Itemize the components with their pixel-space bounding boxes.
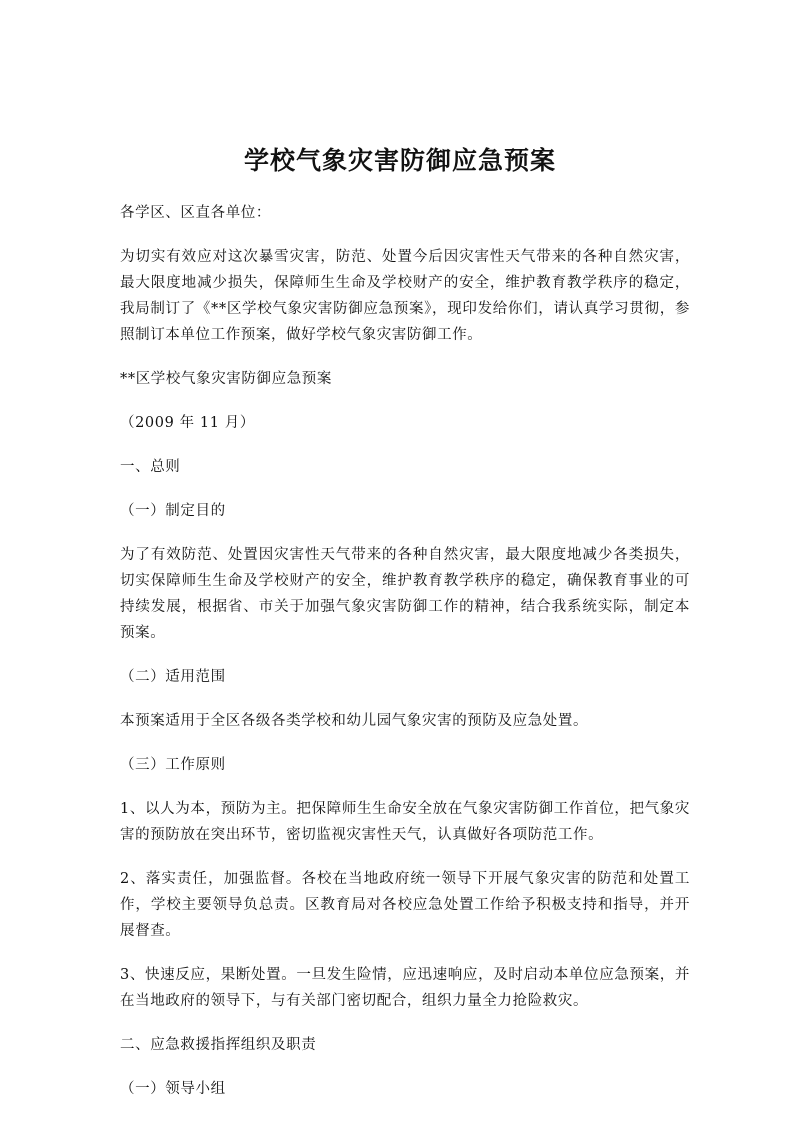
scope-paragraph: 本预案适用于全区各级各类学校和幼儿园气象灾害的预防及应急处置。 xyxy=(120,713,589,729)
principle-item-1: 1、以人为本，预防为主。把保障师生生命安全放在气象灾害防御工作首位，把气象灾害的预防放在突出环节，密切监视灾害性天气，认真做好各项防范工作。 xyxy=(120,801,690,843)
document-title: 学校气象灾害防御应急预案 xyxy=(243,146,556,175)
principle-item-2: 2、落实责任，加强监督。各校在当地政府统一领导下开展气象灾害的防范和处置工作，学校主要领导负总责。区教育局对各校应急处置工作给予积极支持和指导，并开展督查。 xyxy=(120,871,690,939)
salutation: 各学区、区直各单位： xyxy=(120,205,271,221)
notice-paragraph: 为切实有效应对这次暴雪灾害，防范、处置今后因灾害性天气带来的各种自然灾害，最大限度地减少损失，保障师生生命及学校财产的安全，维护教育教学秩序的稳定，我局制订了《**区学校气象灾害防御应急预案》，现印发给你们，请认真学习贯彻，参照制订本单位工作预案，做好学校气象灾害防御工作。 xyxy=(120,249,690,343)
subsection-heading-purpose: （一）制定目的 xyxy=(120,503,226,519)
subsection-heading-principles: （三）工作原则 xyxy=(120,757,226,773)
document-body xyxy=(120,200,690,1120)
subsection-heading-leadership: （一）领导小组 xyxy=(120,1081,226,1097)
principle-item-3: 3、快速反应，果断处置。一旦发生险情，应迅速响应，及时启动本单位应急预案，并在当地政府的领导下，与有关部门密切配合，组织力量全力抢险救灾。 xyxy=(120,967,690,1009)
section-heading-general: 一、总则 xyxy=(120,459,181,475)
plan-date: （2009 年 11 月） xyxy=(120,415,255,431)
subsection-heading-scope: （二）适用范围 xyxy=(120,669,226,685)
plan-heading: **区学校气象灾害防御应急预案 xyxy=(120,371,332,387)
purpose-paragraph: 为了有效防范、处置因灾害性天气带来的各种自然灾害，最大限度地减少各类损失，切实保障师生生命及学校财产的安全，维护教育教学秩序的稳定，确保教育事业的可持续发展，根据省、市关于加强气象灾害防御工作的精神，结合我系统实际，制定本预案。 xyxy=(120,547,690,641)
section-heading-command: 二、应急救援指挥组织及职责 xyxy=(120,1037,317,1053)
